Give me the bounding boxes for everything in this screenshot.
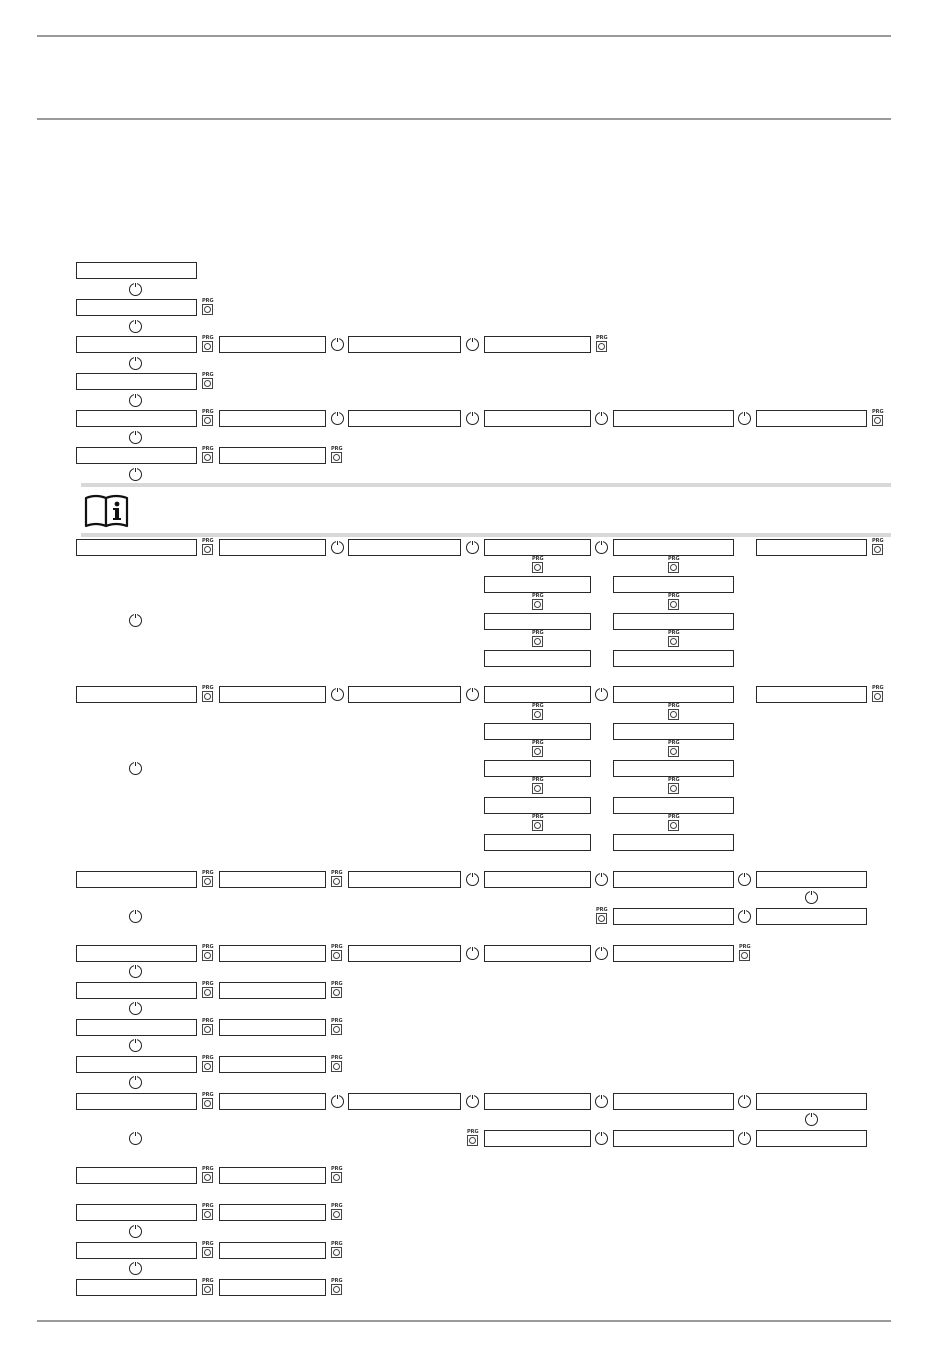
rotary-knob-icon <box>466 873 479 886</box>
menu-display-box-48 <box>613 908 734 925</box>
rotary-knob-icon <box>738 1132 751 1145</box>
prg-button-icon <box>872 410 883 426</box>
rotary-knob-icon <box>466 688 479 701</box>
prg-button-icon <box>202 1167 213 1183</box>
prg-button-label: PRG <box>202 372 214 378</box>
prg-button-label: PRG <box>668 777 680 783</box>
menu-display-box-29 <box>219 686 326 703</box>
prg-key-shape <box>202 378 213 389</box>
rotary-knob-icon <box>738 910 751 923</box>
menu-display-box-42 <box>76 871 197 888</box>
prg-button-icon <box>739 945 750 961</box>
prg-button-label: PRG <box>331 1018 343 1024</box>
prg-button-icon <box>668 631 679 647</box>
prg-button-icon <box>668 741 679 757</box>
prg-button-label: PRG <box>872 538 884 544</box>
menu-display-box-4 <box>219 336 326 353</box>
menu-display-box-28 <box>76 686 197 703</box>
prg-button-label: PRG <box>202 1278 214 1284</box>
prg-key-shape <box>331 876 342 887</box>
rotary-knob-icon <box>595 1132 608 1145</box>
prg-button-icon <box>202 1242 213 1258</box>
menu-display-box-64 <box>484 1093 591 1110</box>
prg-key-shape <box>202 876 213 887</box>
prg-key-shape <box>668 746 679 757</box>
menu-display-box-45 <box>484 871 591 888</box>
prg-key-shape <box>202 691 213 702</box>
rotary-knob-icon <box>805 1113 818 1126</box>
prg-key-shape <box>202 415 213 426</box>
menu-display-box-20 <box>613 539 734 556</box>
prg-button-label: PRG <box>596 907 608 913</box>
prg-button-icon <box>331 982 342 998</box>
rotary-knob-icon <box>129 357 142 370</box>
rotary-knob-icon <box>129 320 142 333</box>
prg-button-label: PRG <box>202 1241 214 1247</box>
prg-button-icon <box>532 741 543 757</box>
menu-display-box-8 <box>76 410 197 427</box>
menu-display-box-43 <box>219 871 326 888</box>
menu-display-box-17 <box>219 539 326 556</box>
menu-display-box-60 <box>219 1056 326 1073</box>
prg-key-shape <box>872 415 883 426</box>
menu-display-box-77 <box>219 1279 326 1296</box>
menu-display-box-31 <box>484 686 591 703</box>
prg-button-icon <box>202 1279 213 1295</box>
menu-display-box-74 <box>76 1242 197 1259</box>
menu-display-box-41 <box>613 834 734 851</box>
prg-key-shape <box>872 544 883 555</box>
prg-button-label: PRG <box>739 944 751 950</box>
menu-display-box-72 <box>76 1204 197 1221</box>
menu-display-box-23 <box>613 576 734 593</box>
rotary-knob-icon <box>129 394 142 407</box>
prg-key-shape <box>202 1061 213 1072</box>
prg-button-label: PRG <box>331 981 343 987</box>
prg-button-label: PRG <box>668 556 680 562</box>
prg-button-label: PRG <box>532 630 544 636</box>
rotary-knob-icon <box>331 338 344 351</box>
prg-key-shape <box>331 452 342 463</box>
menu-display-box-22 <box>484 576 591 593</box>
prg-button-icon <box>202 373 213 389</box>
menu-display-box-40 <box>484 834 591 851</box>
note-band-bottom <box>81 533 891 537</box>
prg-key-shape <box>532 746 543 757</box>
prg-key-shape <box>668 599 679 610</box>
prg-button-label: PRG <box>668 630 680 636</box>
menu-display-box-9 <box>219 410 326 427</box>
prg-key-shape <box>668 783 679 794</box>
prg-button-label: PRG <box>331 1278 343 1284</box>
menu-display-box-62 <box>219 1093 326 1110</box>
prg-key-shape <box>202 1284 213 1295</box>
prg-button-label: PRG <box>331 1203 343 1209</box>
prg-button-icon <box>202 447 213 463</box>
prg-key-shape <box>202 1024 213 1035</box>
prg-button-label: PRG <box>532 814 544 820</box>
prg-button-label: PRG <box>532 593 544 599</box>
menu-display-box-58 <box>219 1019 326 1036</box>
prg-key-shape <box>668 562 679 573</box>
prg-button-icon <box>202 539 213 555</box>
menu-display-box-5 <box>348 336 461 353</box>
menu-display-box-21 <box>756 539 867 556</box>
prg-key-shape <box>202 304 213 315</box>
menu-display-box-1 <box>76 262 197 279</box>
prg-button-icon <box>331 1167 342 1183</box>
prg-key-shape <box>532 636 543 647</box>
prg-button-icon <box>202 871 213 887</box>
rotary-knob-icon <box>129 431 142 444</box>
menu-display-box-73 <box>219 1204 326 1221</box>
prg-button-icon <box>668 778 679 794</box>
prg-button-icon <box>532 631 543 647</box>
menu-display-box-65 <box>613 1093 734 1110</box>
menu-display-box-50 <box>76 945 197 962</box>
rotary-knob-icon <box>129 1076 142 1089</box>
menu-display-box-66 <box>756 1093 867 1110</box>
menu-display-box-47 <box>756 871 867 888</box>
prg-button-icon <box>532 594 543 610</box>
rotary-knob-icon <box>331 1095 344 1108</box>
menu-display-box-70 <box>76 1167 197 1184</box>
prg-button-label: PRG <box>202 1166 214 1172</box>
rotary-knob-icon <box>805 891 818 904</box>
prg-button-icon <box>331 871 342 887</box>
menu-display-box-61 <box>76 1093 197 1110</box>
prg-key-shape <box>596 913 607 924</box>
menu-display-box-63 <box>348 1093 461 1110</box>
prg-key-shape <box>202 1209 213 1220</box>
prg-key-shape <box>202 987 213 998</box>
menu-display-box-68 <box>613 1130 734 1147</box>
menu-display-box-76 <box>76 1279 197 1296</box>
prg-button-icon <box>872 539 883 555</box>
note-band-top <box>81 483 891 487</box>
menu-display-box-49 <box>756 908 867 925</box>
prg-button-label: PRG <box>668 814 680 820</box>
prg-key-shape <box>739 950 750 961</box>
prg-key-shape <box>331 1247 342 1258</box>
prg-key-shape <box>668 636 679 647</box>
menu-display-box-2 <box>76 299 197 316</box>
prg-button-label: PRG <box>668 703 680 709</box>
prg-button-label: PRG <box>872 409 884 415</box>
prg-key-shape <box>331 1024 342 1035</box>
menu-display-box-53 <box>484 945 591 962</box>
prg-key-shape <box>202 950 213 961</box>
rotary-knob-icon <box>466 412 479 425</box>
prg-key-shape <box>532 709 543 720</box>
menu-display-box-6 <box>484 336 591 353</box>
prg-button-icon <box>202 1019 213 1035</box>
prg-button-icon <box>331 447 342 463</box>
menu-display-box-69 <box>756 1130 867 1147</box>
rotary-knob-icon <box>595 1095 608 1108</box>
prg-key-shape <box>202 544 213 555</box>
menu-display-box-57 <box>76 1019 197 1036</box>
menu-display-box-33 <box>756 686 867 703</box>
prg-key-shape <box>872 691 883 702</box>
rotary-knob-icon <box>331 412 344 425</box>
prg-button-icon <box>202 982 213 998</box>
prg-button-icon <box>331 1056 342 1072</box>
rotary-knob-icon <box>738 412 751 425</box>
menu-display-box-67 <box>484 1130 591 1147</box>
prg-key-shape <box>331 1209 342 1220</box>
prg-button-label: PRG <box>202 409 214 415</box>
prg-key-shape <box>202 1247 213 1258</box>
prg-key-shape <box>668 709 679 720</box>
rotary-knob-icon <box>129 1039 142 1052</box>
rotary-knob-icon <box>595 412 608 425</box>
prg-button-icon <box>202 686 213 702</box>
prg-button-icon <box>532 815 543 831</box>
prg-button-label: PRG <box>202 446 214 452</box>
prg-button-label: PRG <box>331 1241 343 1247</box>
menu-display-box-39 <box>613 797 734 814</box>
menu-display-box-32 <box>613 686 734 703</box>
menu-display-box-38 <box>484 797 591 814</box>
rotary-knob-icon <box>129 910 142 923</box>
menu-display-box-18 <box>348 539 461 556</box>
rotary-knob-icon <box>595 873 608 886</box>
prg-key-shape <box>331 950 342 961</box>
prg-button-icon <box>668 815 679 831</box>
rotary-knob-icon <box>595 688 608 701</box>
menu-display-box-44 <box>348 871 461 888</box>
rotary-knob-icon <box>129 614 142 627</box>
rotary-knob-icon <box>129 1262 142 1275</box>
menu-display-box-26 <box>484 650 591 667</box>
prg-button-label: PRG <box>668 740 680 746</box>
prg-button-icon <box>331 1242 342 1258</box>
menu-display-box-24 <box>484 613 591 630</box>
menu-display-box-71 <box>219 1167 326 1184</box>
prg-button-label: PRG <box>532 777 544 783</box>
rotary-knob-icon <box>129 283 142 296</box>
prg-button-icon <box>668 704 679 720</box>
prg-button-label: PRG <box>532 556 544 562</box>
rotary-knob-icon <box>129 1002 142 1015</box>
prg-button-icon <box>532 557 543 573</box>
prg-button-icon <box>202 336 213 352</box>
prg-button-label: PRG <box>202 685 214 691</box>
prg-button-label: PRG <box>202 1055 214 1061</box>
prg-button-label: PRG <box>331 870 343 876</box>
prg-key-shape <box>202 452 213 463</box>
prg-button-icon <box>467 1130 478 1146</box>
prg-key-shape <box>331 987 342 998</box>
prg-button-icon <box>331 1204 342 1220</box>
rotary-knob-icon <box>129 1225 142 1238</box>
prg-button-icon <box>331 1279 342 1295</box>
prg-button-label: PRG <box>331 944 343 950</box>
prg-button-label: PRG <box>202 981 214 987</box>
menu-display-box-7 <box>76 373 197 390</box>
menu-display-box-34 <box>484 723 591 740</box>
prg-button-label: PRG <box>668 593 680 599</box>
menu-display-box-56 <box>219 982 326 999</box>
prg-button-label: PRG <box>202 335 214 341</box>
prg-key-shape <box>532 820 543 831</box>
rotary-knob-icon <box>595 947 608 960</box>
prg-key-shape <box>202 341 213 352</box>
prg-key-shape <box>331 1284 342 1295</box>
prg-button-label: PRG <box>331 446 343 452</box>
prg-button-label: PRG <box>596 335 608 341</box>
menu-display-box-15 <box>219 447 326 464</box>
prg-button-icon <box>668 594 679 610</box>
menu-display-box-46 <box>613 871 734 888</box>
prg-key-shape <box>532 599 543 610</box>
rotary-knob-icon <box>129 468 142 481</box>
menu-display-box-51 <box>219 945 326 962</box>
rotary-knob-icon <box>466 541 479 554</box>
prg-button-label: PRG <box>532 703 544 709</box>
prg-button-icon <box>532 778 543 794</box>
menu-display-box-55 <box>76 982 197 999</box>
prg-button-label: PRG <box>202 298 214 304</box>
prg-button-icon <box>331 1019 342 1035</box>
prg-key-shape <box>331 1061 342 1072</box>
menu-display-box-16 <box>76 539 197 556</box>
menu-display-box-3 <box>76 336 197 353</box>
prg-button-label: PRG <box>331 1055 343 1061</box>
prg-button-icon <box>202 945 213 961</box>
rotary-knob-icon <box>595 541 608 554</box>
menu-display-box-19 <box>484 539 591 556</box>
rotary-knob-icon <box>738 873 751 886</box>
prg-button-label: PRG <box>872 685 884 691</box>
rotary-knob-icon <box>331 688 344 701</box>
menu-display-box-54 <box>613 945 734 962</box>
prg-button-label: PRG <box>202 870 214 876</box>
prg-button-icon <box>202 1204 213 1220</box>
menu-display-box-30 <box>348 686 461 703</box>
menu-display-box-37 <box>613 760 734 777</box>
menu-display-box-11 <box>484 410 591 427</box>
rotary-knob-icon <box>331 541 344 554</box>
menu-display-box-75 <box>219 1242 326 1259</box>
menu-display-box-59 <box>76 1056 197 1073</box>
prg-key-shape <box>331 1172 342 1183</box>
prg-button-icon <box>331 945 342 961</box>
prg-key-shape <box>668 820 679 831</box>
menu-display-box-14 <box>76 447 197 464</box>
prg-button-label: PRG <box>202 944 214 950</box>
rotary-knob-icon <box>129 1132 142 1145</box>
rotary-knob-icon <box>466 338 479 351</box>
rotary-knob-icon <box>466 947 479 960</box>
prg-button-label: PRG <box>202 1018 214 1024</box>
prg-button-icon <box>202 410 213 426</box>
prg-button-icon <box>202 1093 213 1109</box>
menu-display-box-27 <box>613 650 734 667</box>
menu-display-box-25 <box>613 613 734 630</box>
prg-key-shape <box>202 1172 213 1183</box>
book-info-icon <box>84 494 130 528</box>
prg-key-shape <box>596 341 607 352</box>
prg-key-shape <box>532 562 543 573</box>
rotary-knob-icon <box>466 1095 479 1108</box>
menu-display-box-35 <box>613 723 734 740</box>
menu-display-box-52 <box>348 945 461 962</box>
rotary-knob-icon <box>738 1095 751 1108</box>
menu-display-box-13 <box>756 410 867 427</box>
prg-button-icon <box>596 908 607 924</box>
menu-display-box-36 <box>484 760 591 777</box>
menu-display-box-10 <box>348 410 461 427</box>
prg-key-shape <box>202 1098 213 1109</box>
prg-button-label: PRG <box>467 1129 479 1135</box>
prg-key-shape <box>467 1135 478 1146</box>
prg-button-icon <box>202 299 213 315</box>
prg-button-icon <box>532 704 543 720</box>
prg-button-icon <box>202 1056 213 1072</box>
rotary-knob-icon <box>129 965 142 978</box>
prg-button-label: PRG <box>202 1092 214 1098</box>
prg-button-icon <box>596 336 607 352</box>
rotary-knob-icon <box>129 762 142 775</box>
prg-button-label: PRG <box>331 1166 343 1172</box>
prg-key-shape <box>532 783 543 794</box>
prg-button-icon <box>872 686 883 702</box>
prg-button-icon <box>668 557 679 573</box>
prg-button-label: PRG <box>202 1203 214 1209</box>
menu-display-box-12 <box>613 410 734 427</box>
prg-button-label: PRG <box>532 740 544 746</box>
prg-button-label: PRG <box>202 538 214 544</box>
